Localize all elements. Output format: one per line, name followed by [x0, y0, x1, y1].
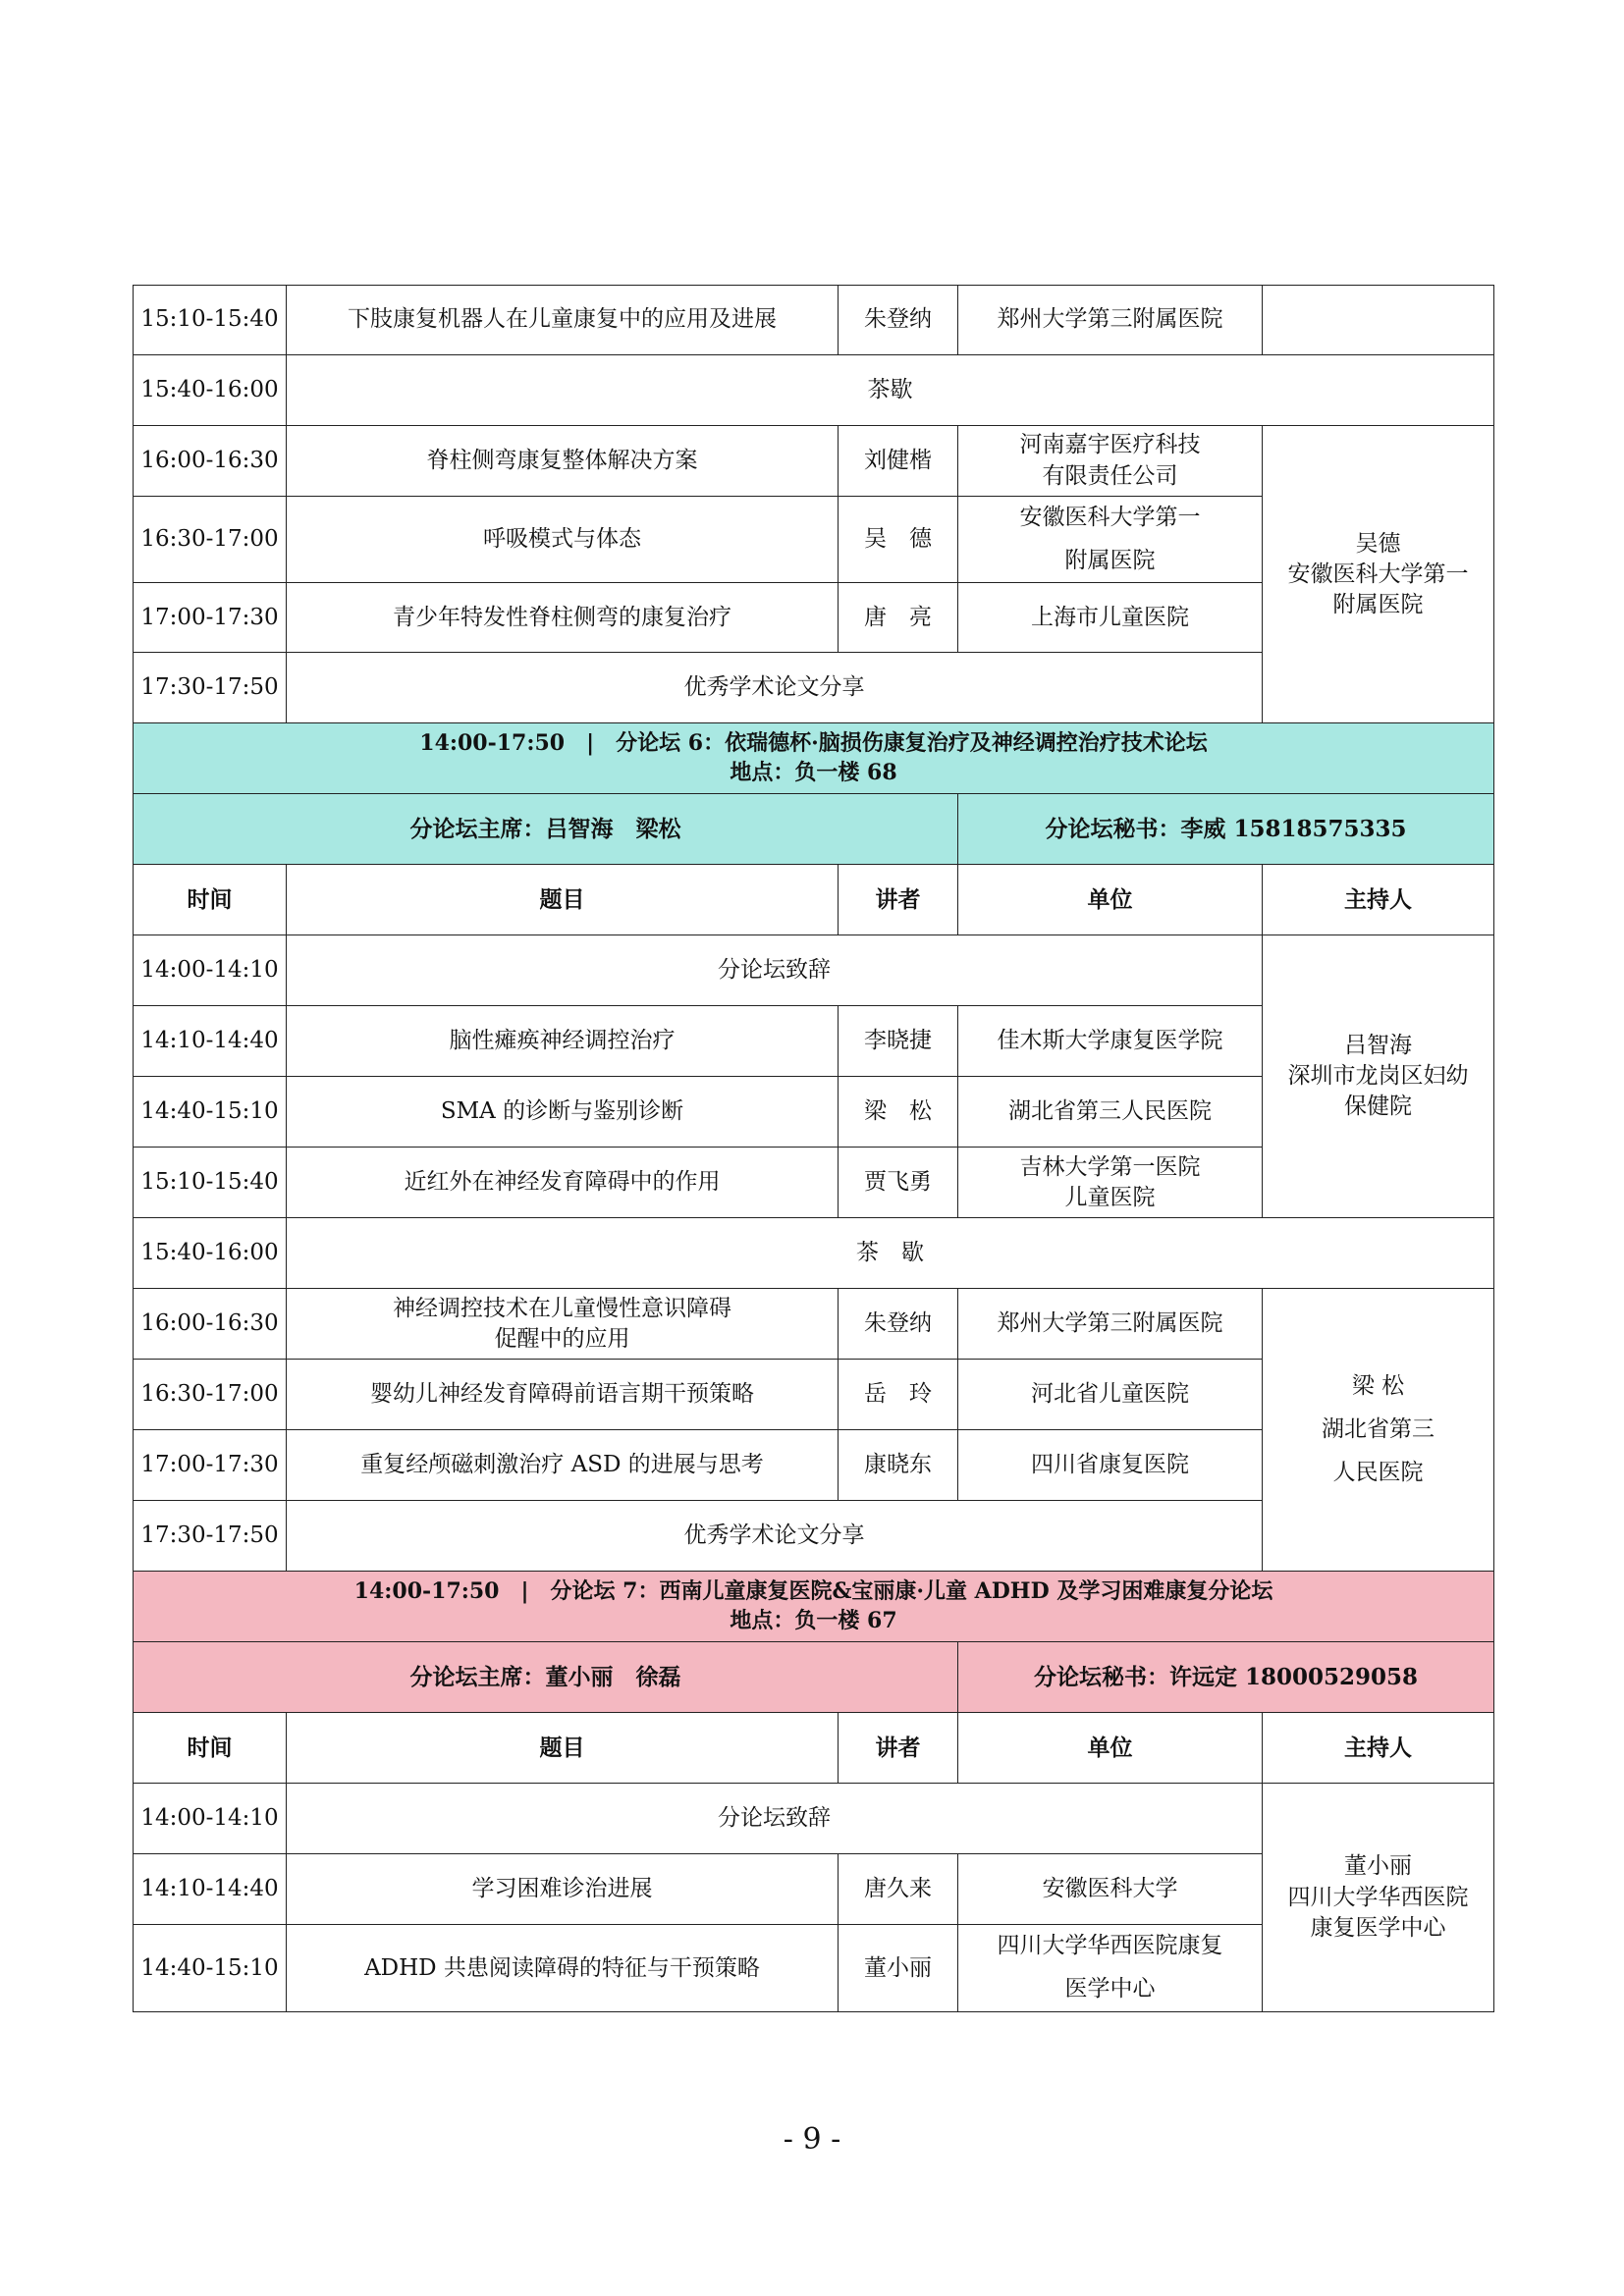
time-cell: 16:30-17:00 [134, 1360, 287, 1430]
speaker-cell: 朱登纳 [839, 1289, 958, 1360]
forum6-secretary: 分论坛秘书：李威 15818575335 [958, 794, 1494, 865]
opening-remarks-cell: 分论坛致辞 [287, 1784, 1263, 1854]
tea-break-cell: 茶歇 [287, 355, 1494, 426]
host-unit-line: 人民医院 [1332, 1459, 1424, 1485]
forum6-chair-row [134, 794, 1494, 865]
unit-cell [958, 1925, 1263, 2011]
time-cell: 16:00-16:30 [134, 1289, 287, 1360]
unit-line: 儿童医院 [1064, 1184, 1156, 1210]
topic-cell: ADHD 共患阅读障碍的特征与干预策略 [287, 1925, 839, 2011]
time-cell: 15:40-16:00 [134, 1218, 287, 1289]
opening-remarks-cell: 分论坛致辞 [287, 935, 1263, 1006]
topic-cell: SMA 的诊断与鉴别诊断 [287, 1077, 839, 1148]
table-row [134, 935, 1494, 1006]
forum6-title: 14:00-17:50 | 分论坛 6：依瑞德杯·脑损伤康复治疗及神经调控治疗技术论坛 [419, 730, 1208, 757]
unit-cell [958, 1148, 1263, 1218]
unit-line: 有限责任公司 [1042, 462, 1178, 489]
speaker-cell: 董小丽 [839, 1925, 958, 2011]
unit-cell: 安徽医科大学 [958, 1854, 1263, 1925]
time-cell: 15:10-15:40 [134, 1148, 287, 1218]
forum7-chair: 分论坛主席：董小丽 徐磊 [134, 1642, 958, 1713]
host-name: 董小丽 [1344, 1853, 1412, 1880]
unit-cell: 佳木斯大学康复医学院 [958, 1006, 1263, 1077]
topic-cell: 青少年特发性脊柱侧弯的康复治疗 [287, 583, 839, 653]
host-cell [1263, 426, 1494, 723]
time-cell: 17:30-17:50 [134, 653, 287, 723]
unit-cell: 四川省康复医院 [958, 1430, 1263, 1501]
header-topic: 题目 [287, 1713, 839, 1784]
time-cell: 14:00-14:10 [134, 1784, 287, 1854]
topic-line: 神经调控技术在儿童慢性意识障碍 [393, 1295, 731, 1321]
host-cell [1263, 935, 1494, 1218]
unit-line: 四川大学华西医院康复 [997, 1933, 1223, 1959]
time-cell: 17:00-17:30 [134, 583, 287, 653]
header-unit: 单位 [958, 865, 1263, 935]
time-cell: 16:00-16:30 [134, 426, 287, 497]
host-cell [1263, 1784, 1494, 2011]
host-unit-line: 康复医学中心 [1310, 1914, 1446, 1941]
tea-break-cell: 茶 歇 [287, 1218, 1494, 1289]
host-unit-line: 四川大学华西医院 [1287, 1884, 1469, 1910]
speaker-cell: 朱登纳 [839, 286, 958, 355]
time-cell: 14:40-15:10 [134, 1925, 287, 2011]
time-cell: 14:40-15:10 [134, 1077, 287, 1148]
forum7-chair-row [134, 1642, 1494, 1713]
table-row [134, 1784, 1494, 1854]
host-cell-empty [1263, 286, 1494, 355]
time-cell: 16:30-17:00 [134, 497, 287, 583]
time-cell: 17:00-17:30 [134, 1430, 287, 1501]
unit-line: 安徽医科大学第一 [1019, 505, 1201, 530]
host-name: 梁 松 [1351, 1373, 1405, 1400]
time-cell: 15:10-15:40 [134, 286, 287, 355]
header-host: 主持人 [1263, 865, 1494, 935]
unit-line: 医学中心 [1064, 1976, 1156, 2002]
forum6-banner-row [134, 723, 1494, 794]
topic-cell: 脊柱侧弯康复整体解决方案 [287, 426, 839, 497]
forum7-header-row [134, 1713, 1494, 1784]
unit-cell [958, 497, 1263, 583]
topic-cell: 脑性瘫痪神经调控治疗 [287, 1006, 839, 1077]
forum6-banner [134, 723, 1494, 794]
speaker-cell: 刘健楷 [839, 426, 958, 497]
time-cell: 14:00-14:10 [134, 935, 287, 1006]
unit-cell [958, 426, 1263, 497]
time-cell: 15:40-16:00 [134, 355, 287, 426]
host-unit-line: 安徽医科大学第一 [1287, 561, 1469, 587]
speaker-cell: 吴 德 [839, 497, 958, 583]
speaker-cell: 唐久来 [839, 1854, 958, 1925]
paper-share-cell: 优秀学术论文分享 [287, 1501, 1263, 1572]
header-time: 时间 [134, 1713, 287, 1784]
speaker-cell: 李晓捷 [839, 1006, 958, 1077]
unit-cell: 上海市儿童医院 [958, 583, 1263, 653]
forum7-banner [134, 1572, 1494, 1642]
topic-line: 促醒中的应用 [494, 1325, 630, 1352]
table-row [134, 426, 1494, 497]
table-row [134, 286, 1494, 355]
table-row [134, 355, 1494, 426]
schedule-table [133, 285, 1494, 2012]
host-unit-line: 深圳市龙岗区妇幼 [1287, 1063, 1469, 1090]
header-speaker: 讲者 [839, 865, 958, 935]
forum7-banner-row [134, 1572, 1494, 1642]
forum7-secretary: 分论坛秘书：许远定 18000529058 [958, 1642, 1494, 1713]
header-unit: 单位 [958, 1713, 1263, 1784]
unit-cell: 郑州大学第三附属医院 [958, 286, 1263, 355]
unit-line: 吉林大学第一医院 [1019, 1153, 1201, 1180]
time-cell: 17:30-17:50 [134, 1501, 287, 1572]
topic-cell: 近红外在神经发育障碍中的作用 [287, 1148, 839, 1218]
unit-line: 河南嘉宇医疗科技 [1019, 432, 1201, 458]
forum7-location: 地点：负一楼 67 [730, 1607, 897, 1633]
speaker-cell: 唐 亮 [839, 583, 958, 653]
unit-cell: 湖北省第三人民医院 [958, 1077, 1263, 1148]
time-cell: 14:10-14:40 [134, 1854, 287, 1925]
table-row [134, 1289, 1494, 1360]
forum7-title: 14:00-17:50 | 分论坛 7：西南儿童康复医院&宝丽康·儿童 ADHD 及学习困难康复分论坛 [353, 1578, 1273, 1605]
forum6-location: 地点：负一楼 68 [730, 759, 897, 785]
topic-cell: 学习困难诊治进展 [287, 1854, 839, 1925]
time-cell: 14:10-14:40 [134, 1006, 287, 1077]
speaker-cell: 贾飞勇 [839, 1148, 958, 1218]
host-name: 吴德 [1355, 530, 1401, 557]
table-row [134, 1218, 1494, 1289]
host-unit-line: 保健院 [1344, 1094, 1412, 1120]
paper-share-cell: 优秀学术论文分享 [287, 653, 1263, 723]
host-unit-line: 附属医院 [1332, 591, 1424, 617]
unit-cell: 郑州大学第三附属医院 [958, 1289, 1263, 1360]
unit-cell: 河北省儿童医院 [958, 1360, 1263, 1430]
page-number: - 9 - [783, 2122, 841, 2157]
topic-cell: 呼吸模式与体态 [287, 497, 839, 583]
header-topic: 题目 [287, 865, 839, 935]
forum6-header-row [134, 865, 1494, 935]
header-time: 时间 [134, 865, 287, 935]
unit-line: 附属医院 [1064, 547, 1156, 573]
forum6-chair: 分论坛主席：吕智海 梁松 [134, 794, 958, 865]
topic-cell: 重复经颅磁刺激治疗 ASD 的进展与思考 [287, 1430, 839, 1501]
topic-cell: 下肢康复机器人在儿童康复中的应用及进展 [287, 286, 839, 355]
host-cell [1263, 1289, 1494, 1572]
host-name: 吕智海 [1344, 1033, 1412, 1059]
host-unit-line: 湖北省第三 [1322, 1416, 1435, 1443]
topic-cell [287, 1289, 839, 1360]
topic-cell: 婴幼儿神经发育障碍前语言期干预策略 [287, 1360, 839, 1430]
header-speaker: 讲者 [839, 1713, 958, 1784]
speaker-cell: 岳 玲 [839, 1360, 958, 1430]
speaker-cell: 梁 松 [839, 1077, 958, 1148]
header-host: 主持人 [1263, 1713, 1494, 1784]
speaker-cell: 康晓东 [839, 1430, 958, 1501]
